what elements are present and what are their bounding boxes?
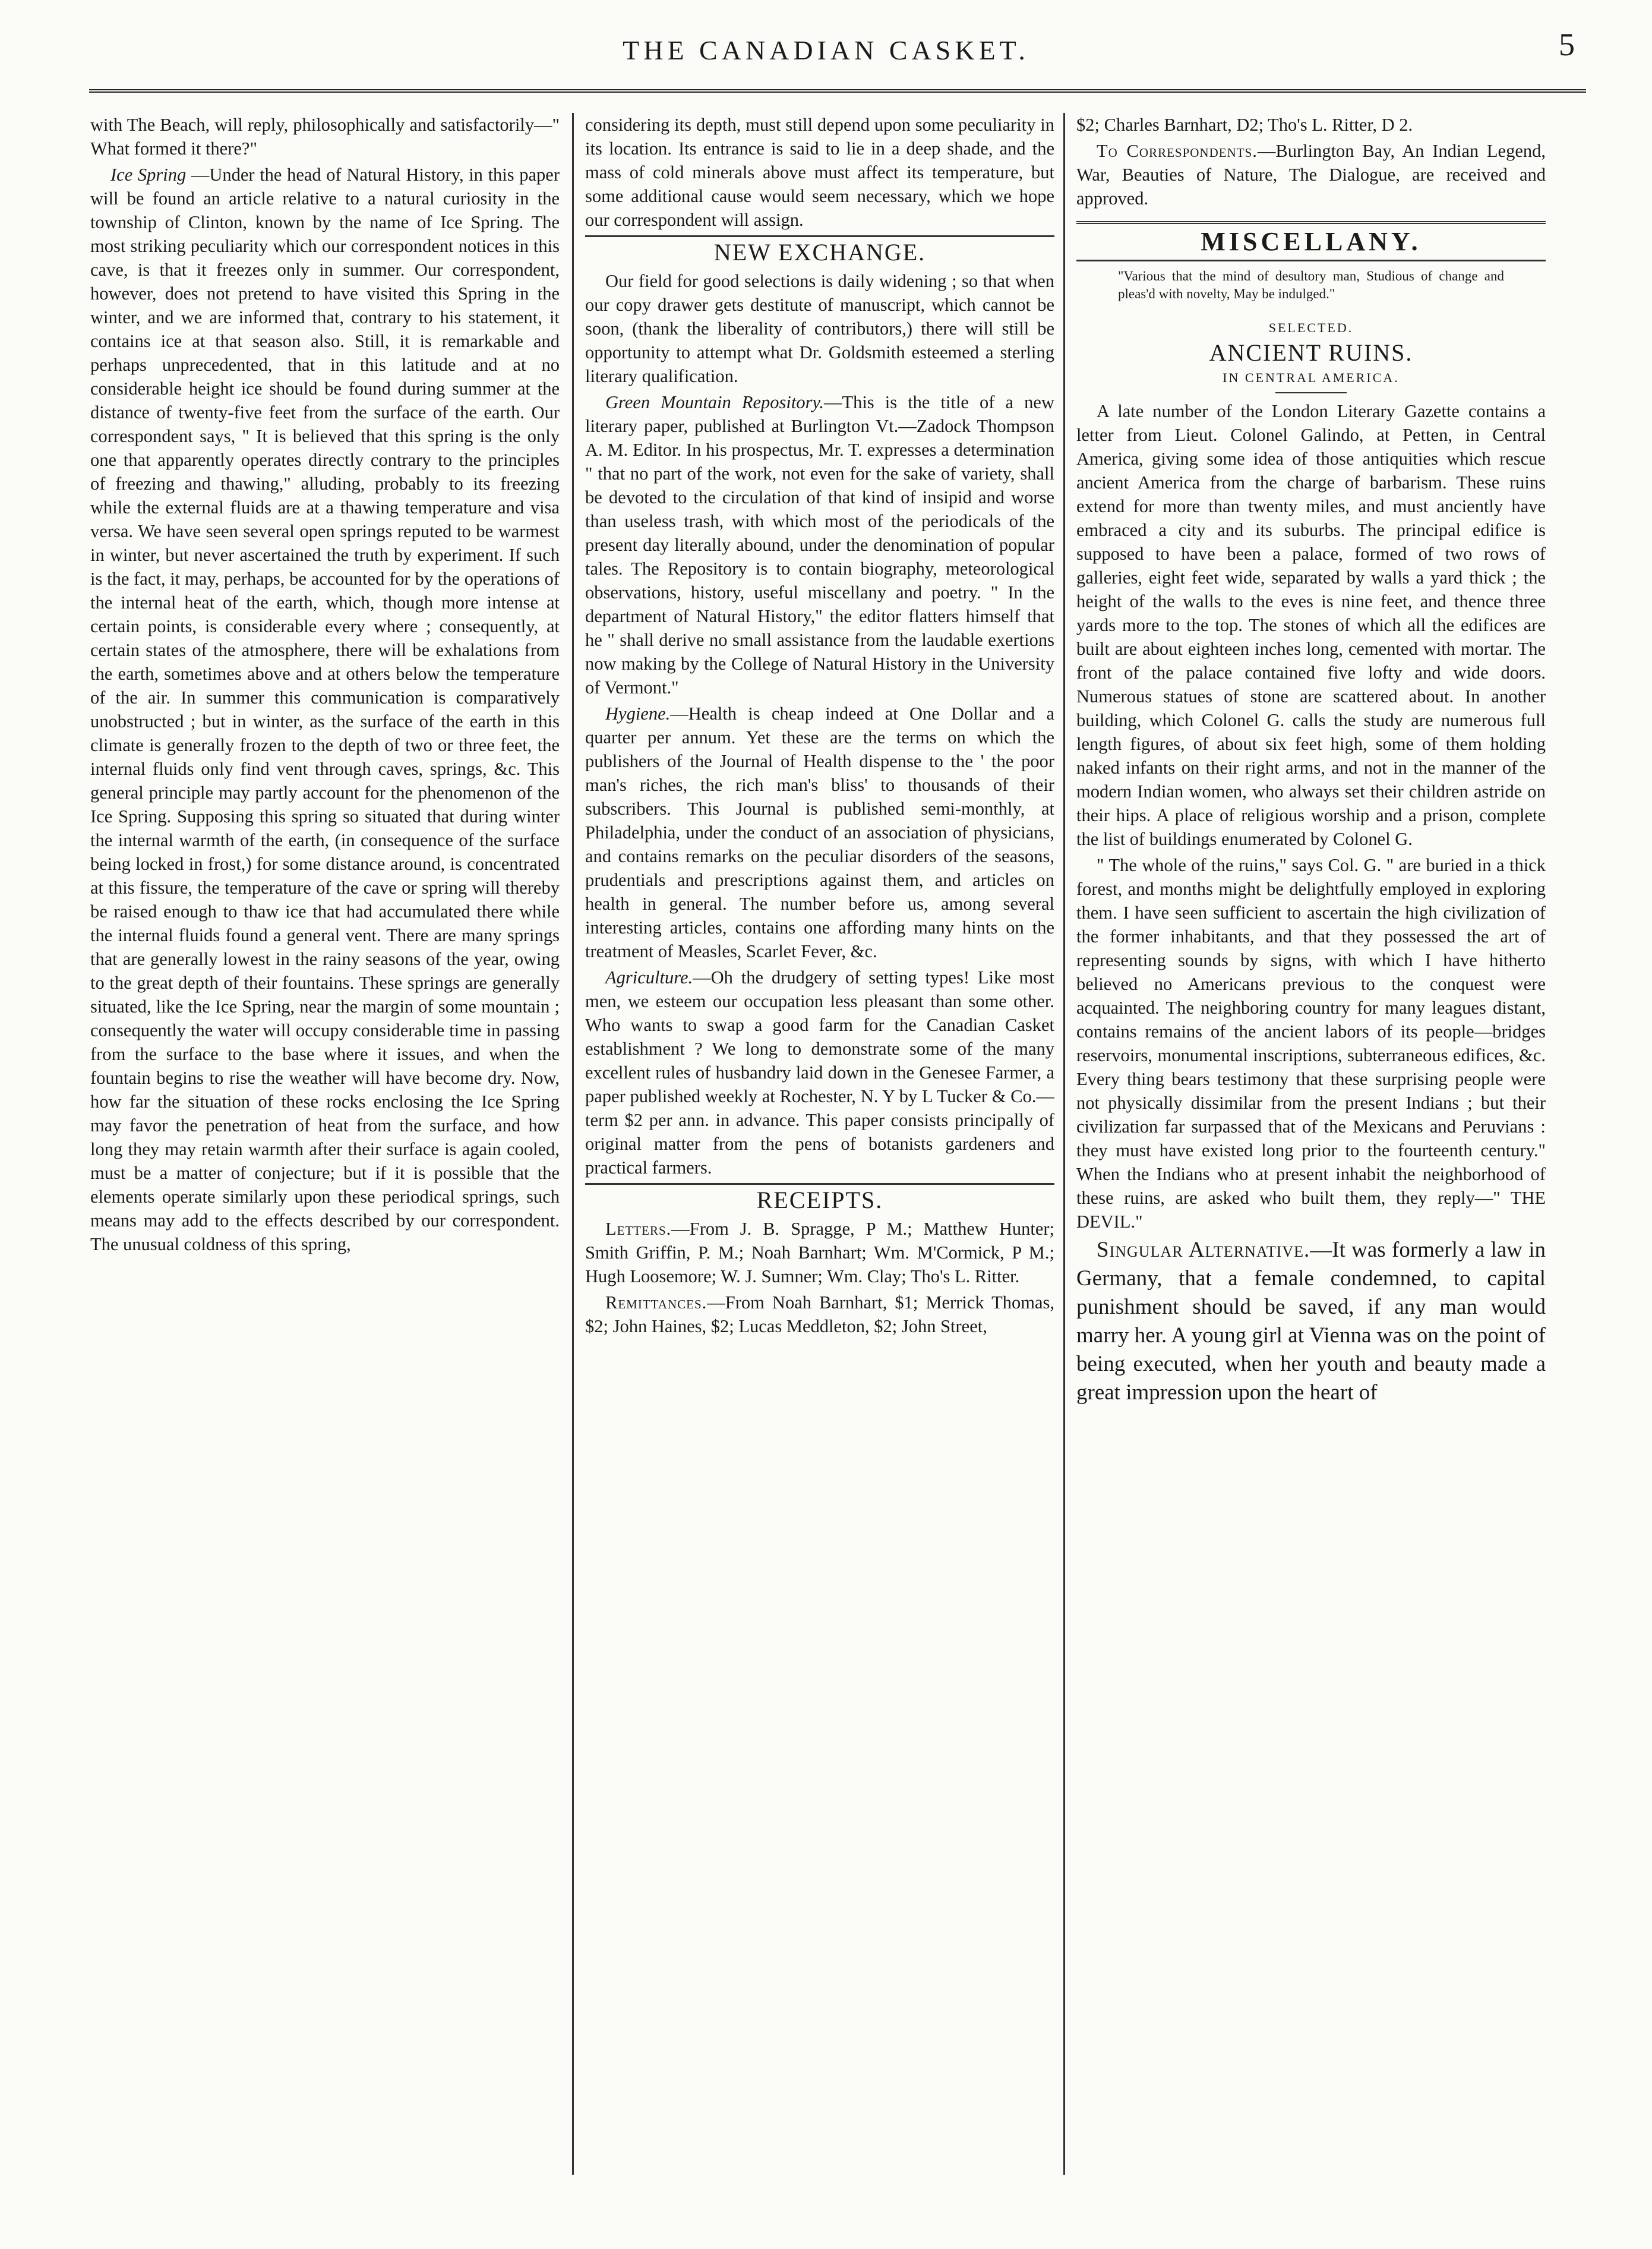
article-lead: Agriculture. (605, 967, 693, 988)
agriculture-article (585, 966, 1054, 1179)
paragraph: Our field for good selections is daily widening ; so that when our copy drawer gets destitute of manuscript, which cannot be soon, (thank the liberality of contributors,) there will still be opportunity to attempt what Dr. Goldsmith esteemed a sterling literary qualification. (585, 271, 1054, 386)
column-middle (585, 113, 1054, 2181)
receipt-text: —From Noah Barnhart, $1; Merrick Thomas, $2; John Haines, $2; Lucas Meddleton, $2; John Street, (585, 1292, 1054, 1336)
article-text: —Burlington Bay, An Indian Legend, War, Beauties of Nature, The Dialogue, are received and approved. (1076, 141, 1546, 209)
article-subtitle: IN CENTRAL AMERICA. (1223, 370, 1400, 385)
running-title: THE CANADIAN CASKET. (623, 35, 1029, 65)
article-text: —Health is cheap indeed at One Dollar and a quarter per annum. Yet these are the terms on which the publishers of the Journal of Health dispense to the ' the poor man's riches, the rich man's bliss' to thousands of their subscribers. This Journal is published semi-monthly, at Philadelphia, under the conduct of an association of physicians, and contains remarks on the peculiar disorders of the seasons, prudentials and prescriptions against them, and articles on health in general. The number before us, among several interesting articles, contains one affording many hints on the treatment of Measles, Scarlet Fever, &c. (585, 704, 1054, 961)
miscellany-banner: MISCELLANY. (1076, 221, 1546, 261)
page-number: 5 (1559, 27, 1575, 62)
article-text: —Oh the drudgery of setting types! Like most men, we esteem our occupation less pleasant than some other. Who wants to swap a good farm for the Canadian Casket establishment ? We long to demonstrate some of the many excellent rules of husbandry laid down in the Genesee Farmer, a paper published weekly at Rochester, N. Y by L Tucker & Co.—term $2 per ann. in advance. This paper consists principally of original matter from the pens of botanists gardeners and practical farmers. (585, 967, 1054, 1178)
section-heading: RECEIPTS. (585, 1183, 1054, 1212)
paragraph: A late number of the London Literary Gazette contains a letter from Lieut. Colonel Galindo, at Petten, in Central America, giving some idea of those antiquities which rescue ancient America from the charge of barbarism. These ruins extend for more than twenty miles, and must anciently have embraced a city and its suburbs. The principal edifice is supposed to have been a palace, formed of two rows of galleries, eight feet wide, separated by walls a yard thick ; the height of the walls to the eves is nine feet, and thence three yards more to the top. The stones of which all the edifices are built are about eighteen inches long, cemented with mortar. The front of the palace contained five lofty and wide doors. Numerous statues of stone are scattered about. In another building, which Colonel G. calls the study are numerous full length figures, of about six feet high, some of them holding naked infants on their right arms, and not in the manner of the modern Indian women, who always set their children astride on their hips. A place of religious worship and a prison, complete the list of buildings enumerated by Colonel G. (1076, 401, 1546, 849)
article-text: —It was formerly a law in Germany, that a female condemned, to capital punishment should be saved, if any man would marry her. A young girl at Vienna was on the point of being executed, when her youth and beauty made a great impression upon the heart of (1076, 1238, 1546, 1405)
article-title: ANCIENT RUINS. (1209, 339, 1413, 366)
header-rule (89, 89, 1586, 93)
column-left (90, 113, 560, 2181)
column-right (1076, 113, 1546, 2181)
remittances-receipt (585, 1291, 1054, 1338)
article-lead: Ice Spring (110, 165, 187, 185)
section-heading: NEW EXCHANGE. (585, 235, 1054, 264)
paragraph: with The Beach, will reply, philosophically and satisfactorily—" What formed it there?" (90, 115, 560, 159)
article-text: —Under the head of Natural History, in this paper will be found an article relative to a natural curiosity in the township of Clinton, known by the name of Ice Spring. The most striking peculiarity which our correspondent notices in this cave, is that it freezes only in summer. Our correspondent, however, does not pretend to have visited this Spring in the winter, and we are informed that, contrary to his statement, it contains ice at that season also. Still, it is remarkable and perhaps unprecedented, that in this latitude and at no considerable height ice should be found during summer at the distance of twenty-five feet from the surface of the earth. Our correspondent says, " It is believed that this spring is the only one that apparently operates directly contrary to the principles of freezing and thawing," alluding, probably to its freezing while the external fluids are at a thawing temperature and visa versa. We have seen several open springs reputed to be warmest in winter, but never ascertained the truth by experiment. If such is the fact, it may, perhaps, be accounted for by the operations of the internal heat of the earth, which, though more intense at certain points, is considerable every where ; consequently, at certain states of the atmosphere, there will be exhalations from the earth, sometimes above and at others below the temperature of the air. In summer this communication is comparatively unobstructed ; but in winter, as the surface of the earth in this climate is generally frozen to the depth of two or three feet, the internal fluids only find vent through caves, springs, &c. This general principle may partly account for the phenomenon of the Ice Spring. Supposing this spring so situated that during winter the internal warmth of the earth, (in consequence of the surface being locked in frost,) for some distance around, is concentrated at this fissure, the temperature of the cave or spring will thereby be raised enough to thaw ice that had accumulated there while the internal fluids found a general vent. There are many springs that are generally lowest in the rainy seasons of the year, owing to the great depth of their fountains. These springs are generally situated, like the Ice Spring, near the margin of some mountain ; consequently the water will occupy considerable time in passing from the surface to the base where it issues, and when the fountain begins to rise the weather will have become dry. Now, how far the situation of these rocks enclosing the Ice Spring may favor the penetration of heat from the surface, and how long they may retain warmth after their surface is again cooled, must be a matter of conjecture; but if it is possible that the elements operate similarly upon these periodical springs, such means may add to the effects described by our correspondent. The unusual coldness of this spring, (90, 165, 560, 1254)
article-lead: Singular Alternative. (1097, 1238, 1310, 1262)
article-lead: Hygiene. (605, 704, 671, 724)
green-mountain-article (585, 390, 1054, 699)
short-rule (1275, 392, 1347, 393)
letters-receipt (585, 1217, 1054, 1288)
epigraph: "Various that the mind of desultory man, Studious of change and pleas'd with novelty, May be indulged." (1118, 269, 1504, 301)
hygiene-article (585, 702, 1054, 963)
paragraph: $2; Charles Barnhart, D2; Tho's L. Ritter, D 2. (1076, 115, 1413, 135)
column-rule (1063, 113, 1065, 2175)
receipt-lead: Remittances. (605, 1292, 707, 1313)
article-text: —This is the title of a new literary paper, published at Burlington Vt.—Zadock Thompson A. M. Editor. In his prospectus, Mr. T. expresses a determination " that no part of the work, not even for the sake of variety, shall be devoted to the circulation of that kind of insipid and worse than useless trash, with which most of the periodicals of the present day literally abound, under the denomination of popular tales. The Repository is to contain biography, meteorological observations, history, useful miscellany and poetry. " In the department of Natural History," the editor flatters himself that he " shall derive no small assistance from the laudable exertions now making by the College of Natural History in the University of Vermont." (585, 392, 1054, 698)
article-lead: To Correspondents. (1097, 141, 1258, 161)
correspondents-note (1076, 139, 1546, 210)
article-lead: Green Mountain Repository. (605, 392, 824, 412)
paragraph: considering its depth, must still depend upon some peculiarity in its location. Its entrance is said to lie in a deep shade, and the mass of cold minerals above must affect its temperature, but some additional cause would seem necessary, which we hope our correspondent will assign. (585, 115, 1054, 230)
receipt-text: —From J. B. Spragge, P M.; Matthew Hunter; Smith Griffin, P. M.; Noah Barnhart; Wm. M'Cormick, P M.; Hugh Loosemore; W. J. Sumner; Wm. Clay; Tho's L. Ritter. (585, 1219, 1054, 1286)
singular-alternative-article (1076, 1236, 1546, 1407)
selected-label: SELECTED. (1268, 320, 1354, 335)
paragraph: " The whole of the ruins," says Col. G. " are buried in a thick forest, and months might be delightfully employed in exploring them. I have seen sufficient to ascertain the high civilization of the former inhabitants, and that they possessed the art of representing sounds by signs, with which I have hitherto believed no Americans previous to the conquest were acquainted. The neighboring country for many leagues distant, contains remains of the ancient labors of its people—bridges reservoirs, monumental inscriptions, subterraneous edifices, &c. Every thing bears testimony that these surprising people were not physically dissimilar from the present Indians ; but their civilization far surpassed that of the Mexicans and Peruvians : they must have existed long prior to the fourteenth century." When the Indians who at present inhabit the neighborhood of these ruins, are asked who built them, they reply—" THE DEVIL." (1076, 855, 1546, 1232)
ice-spring-article (90, 163, 560, 1256)
column-rule (572, 113, 574, 2175)
receipt-lead: Letters. (605, 1219, 672, 1239)
